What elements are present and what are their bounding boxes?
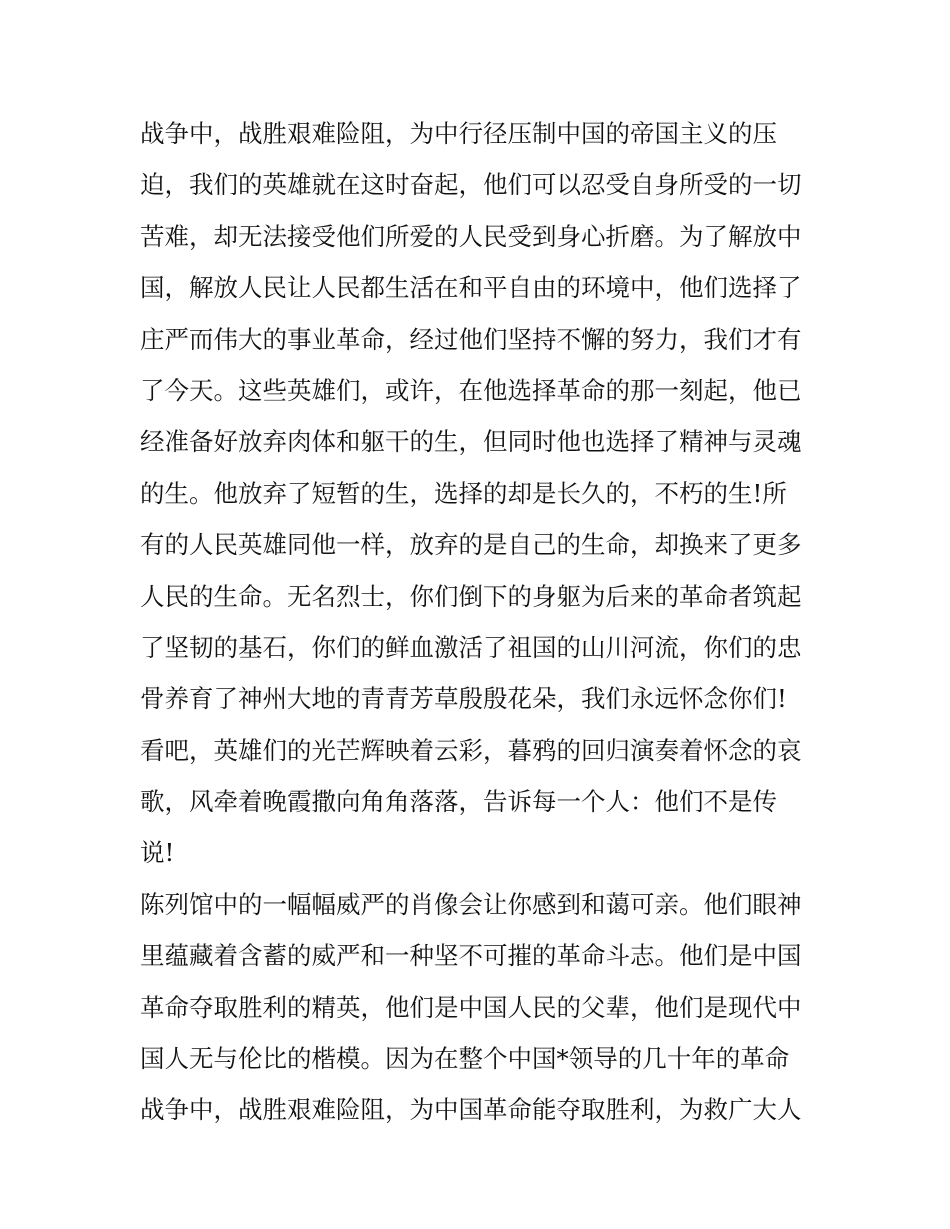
text-line: 国，解放人民让人民都生活在和平自由的环境中，他们选择了 [140, 273, 802, 303]
text-line: 骨养育了神州大地的青青芳草殷殷花朵，我们永远怀念你们! [140, 684, 787, 714]
text-line: 有的人民英雄同他一样，放弃的是自己的生命，却换来了更多 [140, 530, 802, 560]
text-line: 革命夺取胜利的精英，他们是中国人民的父辈，他们是现代中 [140, 992, 802, 1022]
text-line: 说! [140, 838, 175, 868]
text-line: 战争中，战胜艰难险阻，为中行径压制中国的帝国主义的压 [140, 119, 777, 148]
text-line: 了今天。这些英雄们，或许，在他选择革命的那一刻起，他已 [140, 375, 802, 405]
text-line: 的生。他放弃了短暂的生，选择的却是长久的，不朽的生!所 [140, 478, 787, 508]
text-line: 看吧，英雄们的光芒辉映着云彩，暮鸦的回归演奏着怀念的哀 [140, 735, 802, 765]
text-line: 经准备好放弃肉体和躯干的生，但同时他也选择了精神与灵魂 [140, 427, 802, 457]
text-line: 人民的生命。无名烈士，你们倒下的身躯为后来的革命者筑起 [140, 581, 802, 611]
text-line: 歌，风牵着晚霞撒向角角落落，告诉每一个人：他们不是传 [140, 787, 777, 817]
text-line: 庄严而伟大的事业革命，经过他们坚持不懈的努力，我们才有 [140, 324, 802, 354]
text-line: 迫，我们的英雄就在这时奋起，他们可以忍受自身所受的一切 [140, 170, 802, 200]
text-line: 了坚韧的基石，你们的鲜血激活了祖国的山川河流，你们的忠 [140, 632, 802, 662]
text-line: 里蕴藏着含蓄的威严和一种坚不可摧的革命斗志。他们是中国 [140, 941, 802, 971]
body-text [140, 108, 830, 1136]
text-line: 陈列馆中的一幅幅威严的肖像会让你感到和蔼可亲。他们眼神 [140, 889, 802, 919]
text-line: 国人无与伦比的楷模。因为在整个中国*领导的几十年的革命 [140, 1044, 790, 1074]
text-line: 战争中，战胜艰难险阻，为中国革命能夺取胜利，为救广大人 [140, 1095, 802, 1125]
text-line: 苦难，却无法接受他们所爱的人民受到身心折磨。为了解放中 [140, 221, 802, 251]
